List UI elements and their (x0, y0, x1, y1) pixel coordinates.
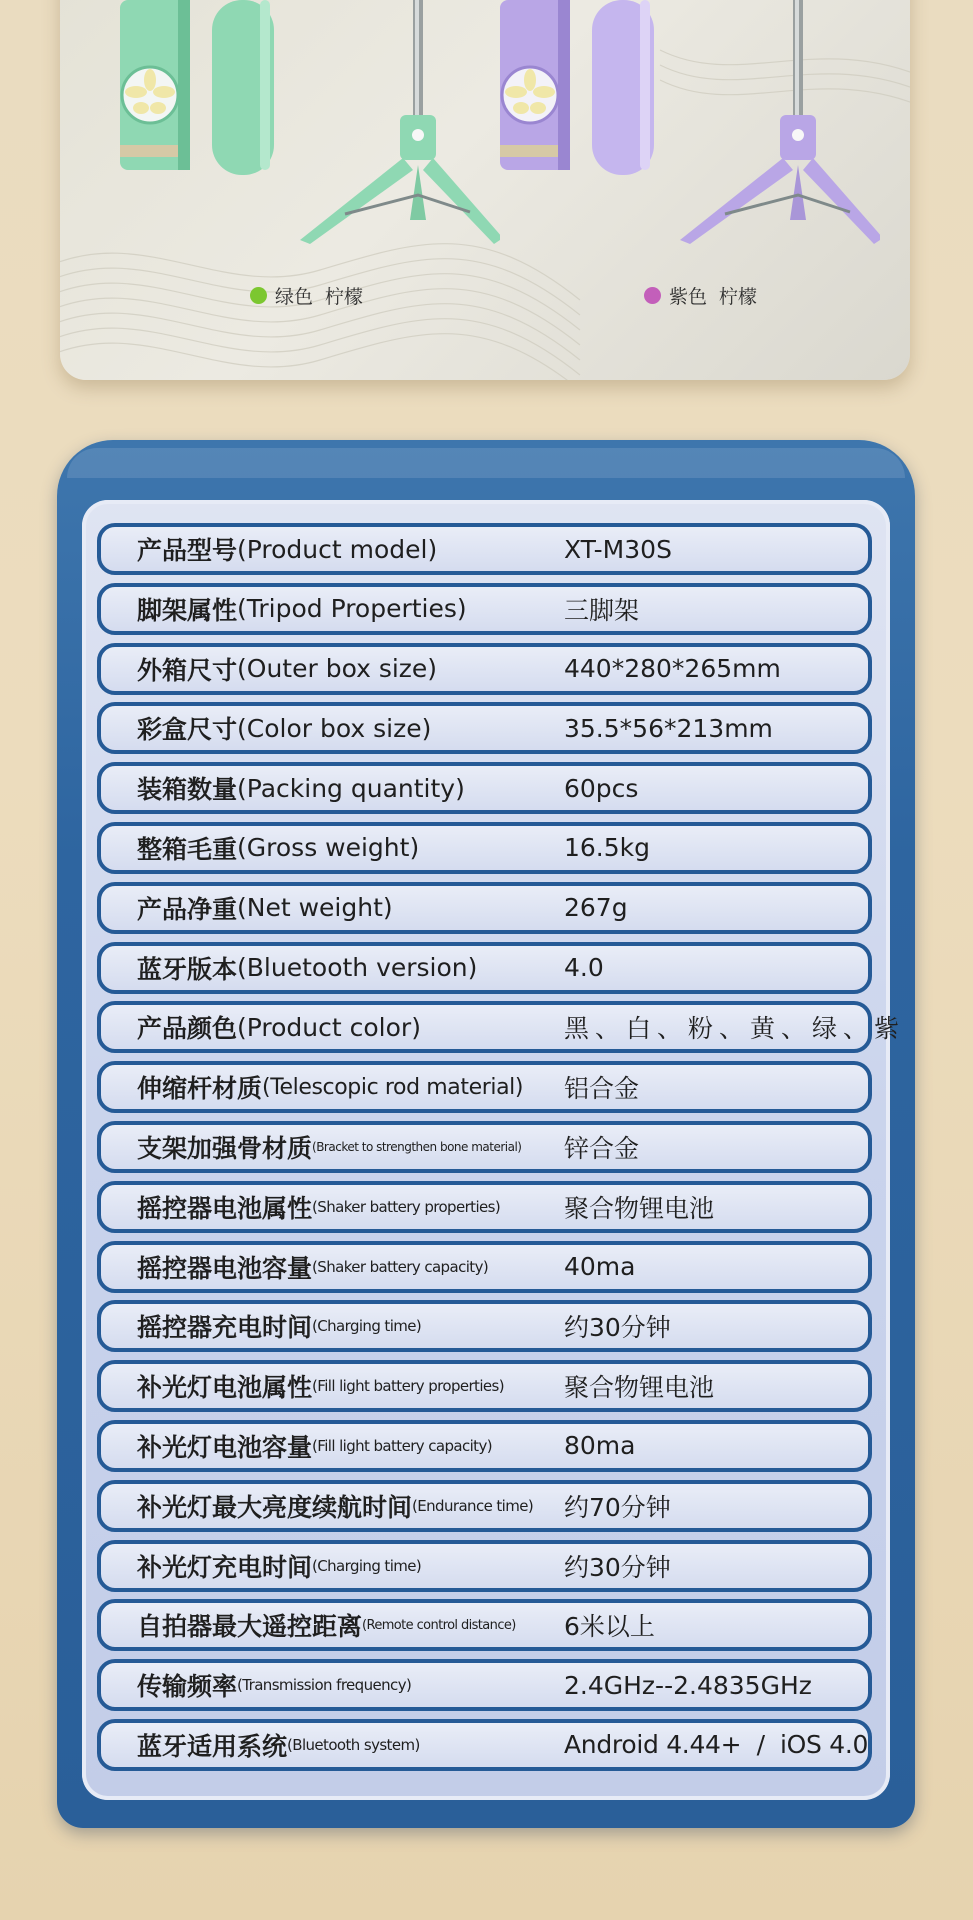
spec-key-en: (Charging time) (312, 1556, 422, 1575)
spec-table (97, 523, 906, 1779)
spec-key-en: (Fill light battery properties) (312, 1377, 505, 1396)
spec-key-en: (Transmission frequency) (237, 1676, 412, 1695)
spec-value: 35.5*56*213mm (564, 713, 773, 743)
spec-row-tripod-properties (97, 583, 872, 635)
spec-row-fill-light-battery-properties (97, 1360, 872, 1412)
spec-key-zh: 脚架属性 (137, 595, 238, 625)
spec-row-gross-weight (97, 822, 872, 874)
spec-key-en: (Shaker battery capacity) (312, 1257, 489, 1276)
spec-value: XT-M30S (564, 534, 672, 564)
spec-key-en: (Packing quantity) (237, 773, 465, 803)
spec-value: 40ma (564, 1252, 636, 1282)
spec-key-zh: 伸缩杆材质 (137, 1074, 263, 1104)
spec-key-zh: 摇控器电池容量 (137, 1253, 313, 1283)
spec-row-fill-light-charging-time (97, 1540, 872, 1592)
variant-color-name: 绿色 (275, 285, 314, 308)
spec-key-en: (Remote control distance) (362, 1617, 516, 1633)
spec-row-color-box-size (97, 702, 872, 754)
purple-selfie-stick-product (500, 0, 880, 250)
spec-value: 约70分钟 (564, 1492, 671, 1522)
spec-value: 聚合物锂电池 (564, 1373, 715, 1403)
spec-row-bracket-material (97, 1121, 872, 1173)
spec-key-en: (Telescopic rod material) (262, 1074, 524, 1100)
spec-value: 约30分钟 (564, 1552, 671, 1582)
spec-value: 聚合物锂电池 (564, 1193, 715, 1223)
spec-key-zh: 产品型号 (137, 536, 238, 565)
spec-key-en: (Product model) (237, 534, 438, 564)
spec-key-en: (Tripod Properties) (237, 594, 467, 624)
spec-row-transmission-frequency (97, 1659, 872, 1711)
spec-key-zh: 传输频率 (137, 1672, 238, 1702)
variant-label-purple (644, 282, 757, 308)
variant-flavor: 柠檬 (719, 285, 758, 308)
spec-row-bluetooth-system (97, 1719, 872, 1771)
spec-key-zh: 补光灯最大亮度续航时间 (137, 1492, 413, 1522)
green-color-dot (250, 287, 267, 304)
spec-key-en: (Net weight) (237, 893, 393, 923)
variant-color-name: 紫色 (669, 285, 708, 308)
spec-value: 铝合金 (564, 1074, 640, 1104)
spec-key-en: (Gross weight) (237, 833, 420, 863)
spec-row-net-weight (97, 882, 872, 934)
spec-row-packing-quantity (97, 762, 872, 814)
spec-row-bluetooth-version (97, 942, 872, 994)
spec-value: 黑、白、粉、黄、绿、紫 (564, 1014, 906, 1044)
spec-value: 267g (564, 893, 628, 923)
variant-flavor: 柠檬 (325, 285, 364, 308)
product-showcase-card (60, 0, 910, 380)
spec-key-zh: 补光灯电池属性 (137, 1373, 313, 1403)
spec-key-zh: 整箱毛重 (137, 834, 238, 864)
spec-key-zh: 蓝牙适用系统 (137, 1731, 288, 1761)
spec-value: 16.5kg (564, 833, 651, 863)
spec-row-outer-box-size (97, 643, 872, 695)
spec-key-zh: 摇控器电池属性 (137, 1193, 313, 1223)
spec-value: 锌合金 (564, 1133, 640, 1163)
spec-key-en: (Bluetooth system) (287, 1735, 420, 1754)
spec-key-zh: 蓝牙版本 (137, 954, 238, 984)
spec-key-en: (Charging time) (312, 1317, 422, 1336)
spec-row-shaker-charging-time (97, 1300, 872, 1352)
spec-key-en: (Product color) (237, 1012, 421, 1042)
spec-row-remote-control-distance (97, 1599, 872, 1651)
spec-value: 60pcs (564, 773, 639, 803)
spec-row-product-color (97, 1001, 906, 1053)
spec-key-en: (Bracket to strengthen bone material) (312, 1139, 522, 1154)
spec-key-en: (Bluetooth version) (237, 953, 478, 983)
spec-key-zh: 补光灯电池容量 (137, 1432, 313, 1462)
spec-value: 440*280*265mm (564, 654, 781, 684)
spec-value: 80ma (564, 1431, 636, 1461)
spec-key-zh: 摇控器充电时间 (137, 1313, 313, 1343)
spec-value: 约30分钟 (564, 1313, 671, 1343)
spec-key-zh: 彩盒尺寸 (137, 715, 238, 745)
spec-key-en: (Fill light battery capacity) (312, 1436, 492, 1455)
spec-row-shaker-battery-capacity (97, 1241, 872, 1293)
spec-value: 2.4GHz--2.4835GHz (564, 1670, 812, 1700)
spec-row-telescopic-rod-material (97, 1061, 872, 1113)
spec-key-en: (Shaker battery properties) (312, 1197, 501, 1216)
spec-value: 三脚架 (564, 595, 640, 625)
spec-value: Android 4.44+ / iOS 4.0 (564, 1730, 869, 1760)
spec-key-zh: 自拍器最大遥控距离 (137, 1612, 363, 1642)
spec-key-en: (Color box size) (237, 713, 432, 743)
spec-key-zh: 支架加强骨材质 (137, 1133, 313, 1163)
spec-key-zh: 产品颜色 (137, 1014, 238, 1044)
spec-row-endurance-time (97, 1480, 872, 1532)
spec-row-shaker-battery-properties (97, 1181, 872, 1233)
spec-key-zh: 产品净重 (137, 894, 238, 924)
spec-value: 4.0 (564, 953, 604, 983)
spec-row-product-model (97, 523, 872, 575)
spec-value: 6米以上 (564, 1612, 655, 1642)
green-selfie-stick-product (120, 0, 500, 250)
spec-key-zh: 装箱数量 (137, 775, 238, 805)
spec-key-en: (Endurance time) (412, 1496, 534, 1515)
spec-key-zh: 补光灯充电时间 (137, 1552, 313, 1582)
spec-row-fill-light-battery-capacity (97, 1420, 872, 1472)
variant-label-green (250, 282, 363, 308)
purple-color-dot (644, 287, 661, 304)
spec-key-en: (Outer box size) (237, 654, 438, 684)
spec-key-zh: 外箱尺寸 (137, 655, 238, 685)
